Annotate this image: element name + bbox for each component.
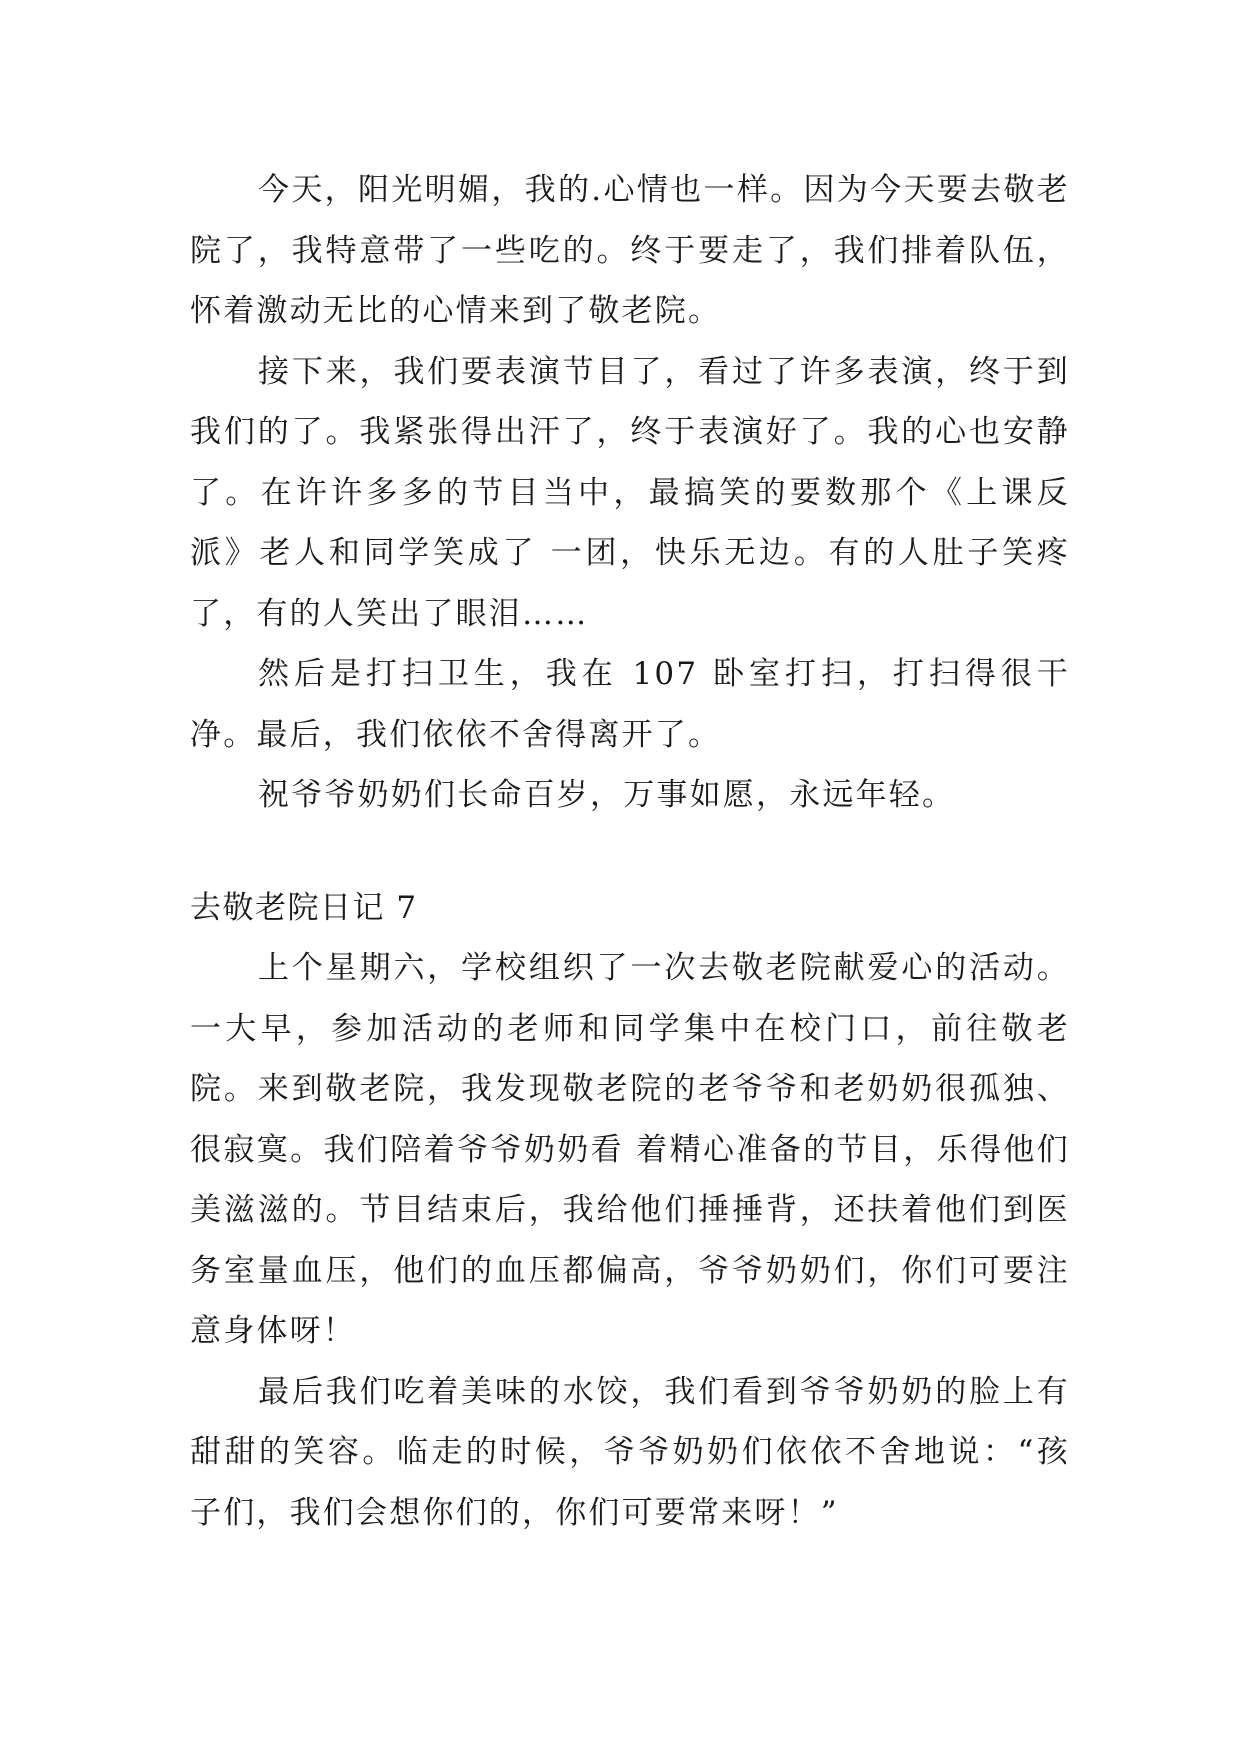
- paragraph-blessing: 祝爷爷奶奶们长命百岁，万事如愿，永远年轻。: [258, 777, 956, 813]
- paragraph-farewell: 最后我们吃着美味的水饺，我们看到爷爷奶奶的脸上有甜甜的笑容。临走的时候，爷爷奶奶们依依不舍地说：“孩子们，我们会想你们的，你们可要常来呀！”: [190, 1373, 1070, 1531]
- paragraph-arrival: 今天，阳光明媚，我的.心情也一样。因为今天要去敬老院了，我特意带了一些吃的。终于要走了，我们排着队伍，怀着激动无比的心情来到了敬老院。: [190, 172, 1070, 329]
- document-page: [190, 160, 1070, 1543]
- paragraph-saturday-activity: 上个星期六，学校组织了一次去敬老院献爱心的活动。一大早，参加活动的老师和同学集中在校门口，前往敬老院。来到敬老院，我发现敬老院的老爷爷和老奶奶很孤独、很寂寞。我们陪着爷爷奶奶看 着精心准备的节目，乐得他们美滋滋的。节目结束后，我给他们捶捶背，还扶着他们到医务室量血压，他们的血压都偏高，爷爷奶奶们，你们可要注意身体呀！: [190, 950, 1070, 1349]
- section-heading: 去敬老院日记 7: [190, 889, 418, 926]
- paragraph-cleaning: 然后是打扫卫生，我在 107 卧室打扫，打扫得很干净。最后，我们依依不舍得离开了。: [190, 656, 1070, 753]
- paragraph-performance: 接下来，我们要表演节目了，看过了许多表演，终于到我们的了。我紧张得出汗了，终于表演好了。我的心也安静了。在许许多多的节目当中，最搞笑的要数那个《上课反派》老人和同学笑成了 一团，快乐无边。有的人肚子笑疼了，有的人笑出了眼泪……: [190, 353, 1070, 632]
